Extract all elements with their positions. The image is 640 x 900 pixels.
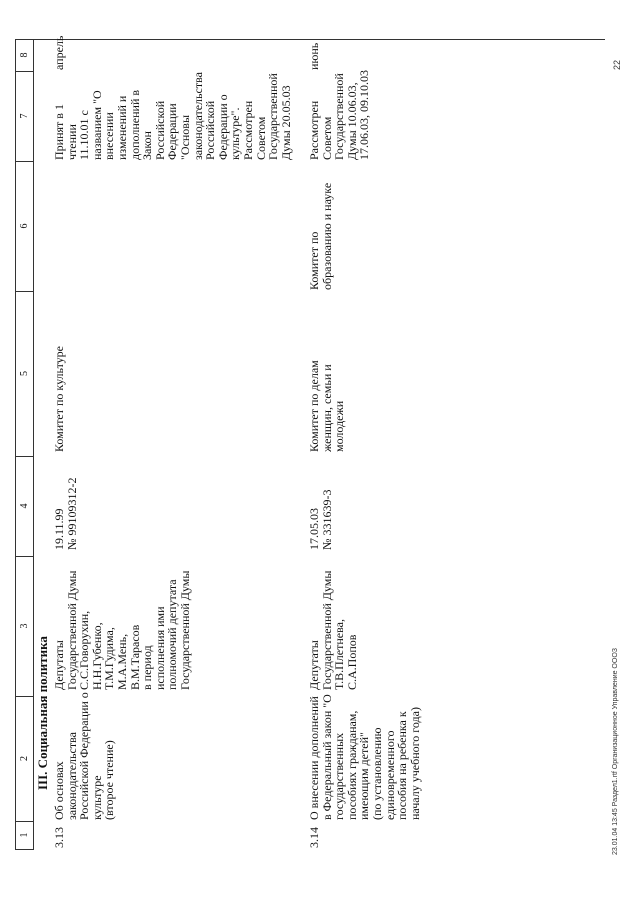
page-number: 22 (612, 59, 622, 70)
bill-title: Об основах законодательства Российской Федерации о культуре (второе чтение) (52, 692, 117, 820)
column-number-4: 4 (16, 456, 33, 557)
column-number-3: 3 (16, 556, 33, 697)
registration-info: 19.11.99 № 99109312-2 (52, 477, 79, 550)
column-number-7: 7 (16, 71, 33, 162)
column-number-5: 5 (16, 291, 33, 457)
document-footer: 23.01.04 13:45 Раздел1.rtf Организационное Управление ОООЗ (612, 648, 619, 855)
responsible-committee: Комитет по делам женщин, семьи и молодежи (307, 360, 347, 452)
bill-table (15, 35, 605, 850)
column-number-1: 1 (16, 821, 33, 850)
bill-authors: Депутаты Государственной Думы Т.В.Плетнева, С.А.Попов (307, 570, 359, 690)
bill-status: Рассмотрен Советом Государственной Думы 10.06.03, 17.06.03, 09.10.03 (307, 70, 372, 160)
registration-info: 17.05.03 № 331639-3 (307, 489, 334, 550)
column-number-8: 8 (16, 39, 33, 72)
bill-status: Принят в 1 чтении 11.10.01 с названием "О внесении изменений и дополнений в Закон Российской Федерации "Основы законодательства Российской Федерации о культуре". Рассмотрен Советом Государственной Думы 20.05.03 (52, 72, 293, 160)
planned-month: июнь (307, 42, 321, 70)
responsible-committee: Комитет по культуре (52, 346, 66, 452)
planned-month: апрель (52, 35, 66, 70)
bill-title: О внесении дополнений в Федеральный закон "О государственных пособиях гражданам, имеющим детей" (по установлению единовременного пособия на ребенка к началу учебного года) (307, 694, 422, 820)
column-number-6: 6 (16, 161, 33, 292)
row-number: 3.13 (52, 827, 66, 848)
bill-authors: Депутаты Государственной Думы С.С.Говорухин, Н.Н.Губенко, Т.М.Гудима, М.А.Мень, В.М.Тарасов в период исполнения ими полномочий депутата Государственной Думы (52, 570, 192, 690)
column-number-2: 2 (16, 696, 33, 822)
section-title: III. Социальная политика (35, 636, 50, 790)
column-number-header (15, 40, 34, 850)
row-number: 3.14 (307, 827, 321, 848)
co-executor-committee: Комитет по образованию и науке (307, 182, 334, 290)
